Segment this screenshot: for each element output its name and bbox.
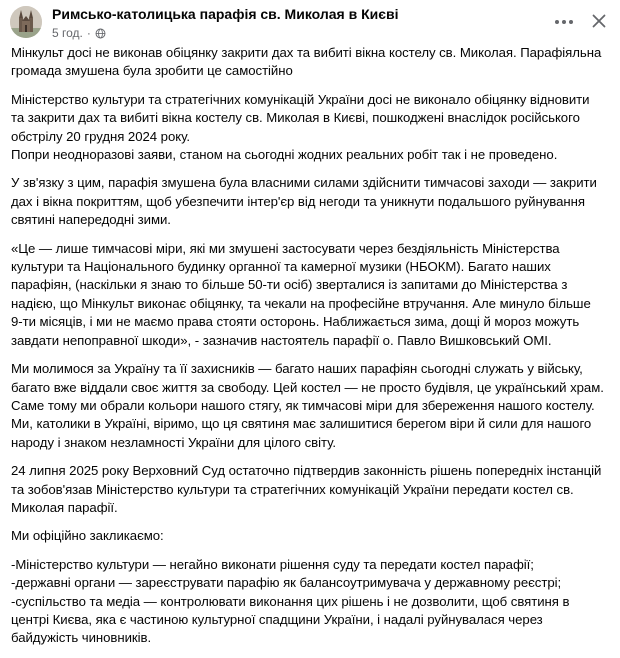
post-paragraph	[11, 360, 606, 452]
text-line: народу і знаком незламності України для цілого світу.	[11, 434, 336, 450]
post-timestamp[interactable]: 5 год.	[52, 26, 83, 40]
page-avatar[interactable]	[10, 6, 42, 38]
post-header	[0, 0, 620, 44]
text-line: культури та Національного будинку органної та камерної музики (НБОКМ). Багато наших	[11, 259, 551, 275]
text-line: Миколая парафії.	[11, 499, 118, 515]
more-horizontal-icon	[554, 19, 574, 25]
text-line: святині напередодні зими.	[11, 212, 171, 228]
text-line: Ми офіційно закликаємо:	[11, 528, 164, 544]
church-icon	[10, 6, 42, 38]
text-line: та зобов'язав Міністерство культури та стратегічних комунікацій України передати костел св.	[11, 481, 574, 497]
text-line: центрі Києва, яка є частиною культурної спадщини України, і надалі руйнувалася через	[11, 611, 543, 627]
text-line: Мінкульт досі не виконав обіцянку закрити дах та вибиті вікна костелу св. Миколая. Парафіяльна	[11, 45, 602, 60]
text-line: байдужість чиновників.	[11, 630, 152, 646]
text-line: Саме тому ми обрали кольори нашого стягу, як тимчасові міри для збереження нашого костелу.	[11, 397, 595, 413]
post-paragraph	[11, 527, 606, 545]
text-line: У зв'язку з цим, парафія змушена була власними силами здійснити тимчасові заходи — закрити	[11, 175, 597, 191]
close-post-button[interactable]	[588, 10, 610, 32]
text-line: 9-ти місяців, і ми не маємо права стояти осторонь. Наближається зима, дощі й мороз можуть	[11, 314, 580, 330]
text-line: Попри неодноразові заяви, станом на сьогодні жодних реальних робіт так і не проведено.	[11, 147, 558, 163]
text-line: «Це — лише тимчасові міри, які ми змушені застосувати через бездіяльність Міністерства	[11, 240, 560, 256]
text-line: дах і вікна покриттям, щоб убезпечити інтер'єр від негоди та уникнути подальшого руйнування	[11, 193, 585, 209]
post-text	[11, 44, 606, 658]
text-line: -Міністерство культури — негайно виконати рішення суду та передати костел парафії;	[11, 556, 534, 572]
text-line: багато вже віддали своє життя за свободу. Цей костел — не просто будівля, це український храм.	[11, 379, 604, 395]
text-line: -суспільство та медіа — контролювати виконання цих рішень і не дозволити, щоб святиня в	[11, 593, 570, 609]
post-paragraph	[11, 174, 606, 229]
close-icon	[592, 14, 606, 28]
text-line: -державні органи — зареєструвати парафію як балансоутримувача у державному реєстрі;	[11, 575, 562, 591]
meta-separator: ·	[86, 26, 91, 40]
text-line: обстрілу 20 грудня 2024 року.	[11, 128, 190, 144]
page-name-link[interactable]: Римсько-католицька парафія св. Миколая в Києві	[52, 6, 399, 22]
post-meta	[52, 25, 106, 41]
text-line: 24 липня 2025 року Верховний Суд остаточно підтвердив законність рішень попередніх інстанцій	[11, 463, 602, 479]
text-line: громада змушена була зробити це самостійно	[11, 63, 293, 79]
post-paragraph	[11, 556, 606, 648]
text-line: Міністерство культури та стратегічних комунікацій України досі не виконало обіцянку відновити	[11, 91, 590, 107]
text-line: та закрити дах та вибиті вікна костелу св. Миколая в Києві, пошкоджені внаслідок російського	[11, 110, 580, 126]
text-line: надією, що Мінкульт виконає обіцянку, та чекали на професійне втручання. Але минуло більше	[11, 295, 591, 311]
text-line: завдати непоправної шкоди», - зазначив настоятель парафії о. Павло Вишковський ОМІ.	[11, 332, 552, 348]
text-line: Ми, католики в Україні, віримо, що ця святиня має залишитися берегом віри й сили для нашого	[11, 416, 592, 432]
globe-icon[interactable]	[95, 28, 106, 39]
post-paragraph	[11, 240, 606, 350]
post-paragraph	[11, 91, 606, 165]
text-line: Ми молимося за Україну та її захисників — багато наших парафіян сьогодні служать у війську,	[11, 361, 583, 377]
post-paragraph	[11, 462, 606, 517]
text-line: парафіян, (наскільки я знаю то більше 50-ти осіб) зверталися із запитами до Міністерства з	[11, 277, 568, 293]
post-paragraph	[11, 44, 606, 81]
more-options-button[interactable]	[552, 12, 576, 32]
